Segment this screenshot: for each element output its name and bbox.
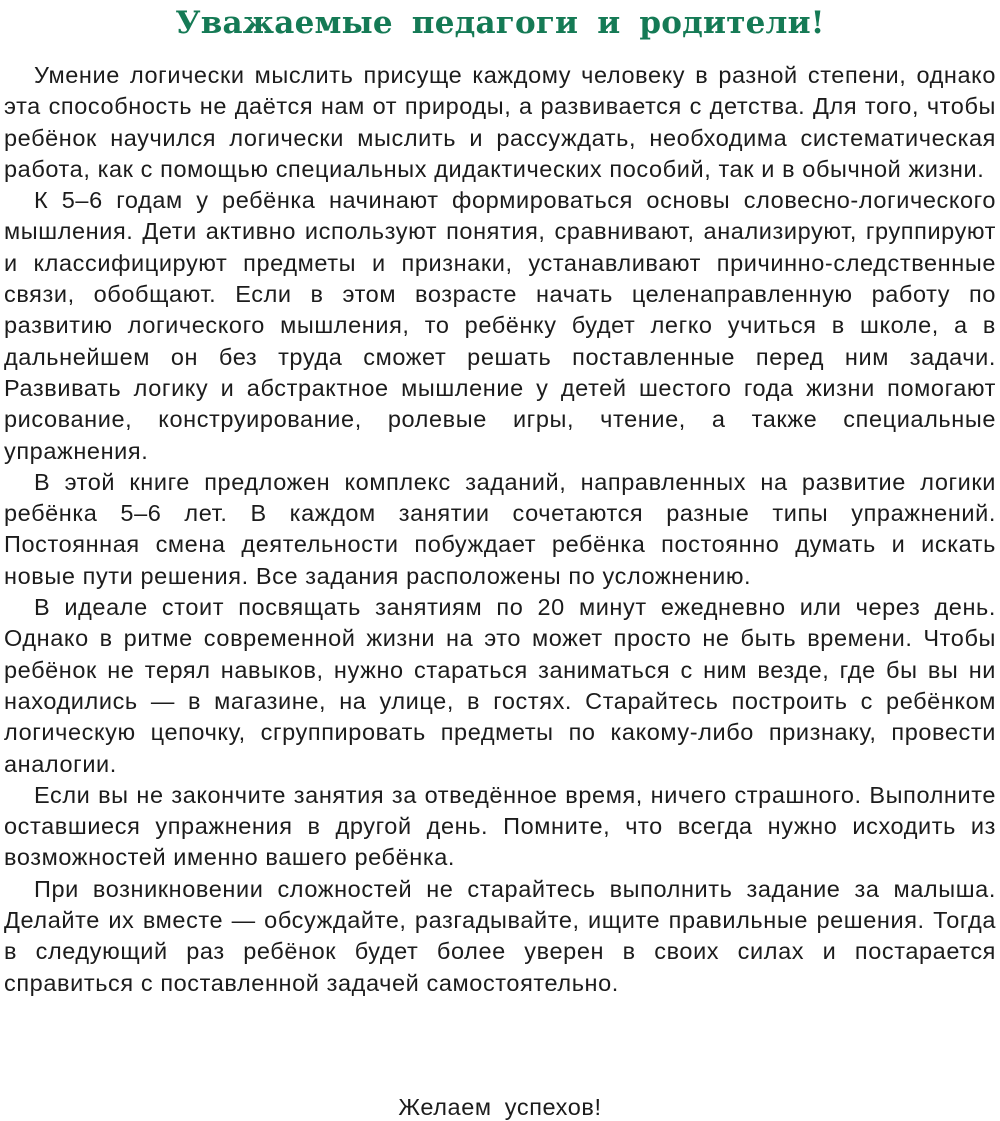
paragraph-5: Если вы не закончите занятия за отведённое время, ничего страшного. Выполните оставшиеся упражнения в другой день. Помните, что всегда нужно исходить из возможностей именно вашего ребёнка. bbox=[4, 781, 996, 871]
document-page bbox=[4, 0, 996, 1120]
paragraph-4: В идеале стоит посвящать занятиям по 20 минут ежедневно или через день. Однако в ритме современной жизни на это может просто не быть времени. Чтобы ребёнок не терял навыков, нужно стараться заниматься с ним везде, где бы вы ни находились — в магазине, на улице, в гостях. Старайтесь построить с ребёнком логическую цепочку, сгруппировать предметы по какому-либо признаку, провести аналогии. bbox=[4, 594, 996, 777]
paragraph-2: К 5–6 годам у ребёнка начинают формироваться основы словесно-логического мышления. Дети активно используют понятия, сравнивают, анализируют, группируют и классифицируют предметы и признаки, устанавливают причинно-следственные связи, обобщают. Если в этом возрасте начать целенаправленную работу по развитию логического мышления, то ребёнку будет легко учиться в школе, а в дальнейшем он без труда сможет решать поставленные перед ним задачи. Развивать логику и абстрактное мышление у детей шестого года жизни помогают рисование, конструирование, ролевые игры, чтение, а также специальные упражнения. bbox=[4, 187, 996, 464]
paragraph-3: В этой книге предложен комплекс заданий, направленных на развитие логики ребёнка 5–6 лет. В каждом занятии сочетаются разные типы упражнений. Постоянная смена деятельности побуждает ребёнка постоянно думать и искать новые пути решения. Все задания расположены по усложнению. bbox=[4, 468, 996, 589]
page-title: Уважаемые педагоги и родители! bbox=[175, 5, 825, 41]
letter-body bbox=[4, 60, 996, 999]
paragraph-6: При возникновении сложностей не старайтесь выполнить задание за малыша. Делайте их вместе — обсуждайте, разгадывайте, ищите правильные решения. Тогда в следующий раз ребёнок будет более уверен в своих силах и постарается справиться с поставленной задачей самостоятельно. bbox=[4, 875, 996, 996]
closing-wish: Желаем успехов! bbox=[398, 1094, 602, 1120]
paragraph-1: Умение логически мыслить присуще каждому человеку в разной степени, однако эта способность не даётся нам от природы, а развивается с детства. Для того, чтобы ребёнок научился логически мыслить и рассуждать, необходима систематическая работа, как с помощью специальных дидактических пособий, так и в обычной жизни. bbox=[4, 62, 996, 182]
